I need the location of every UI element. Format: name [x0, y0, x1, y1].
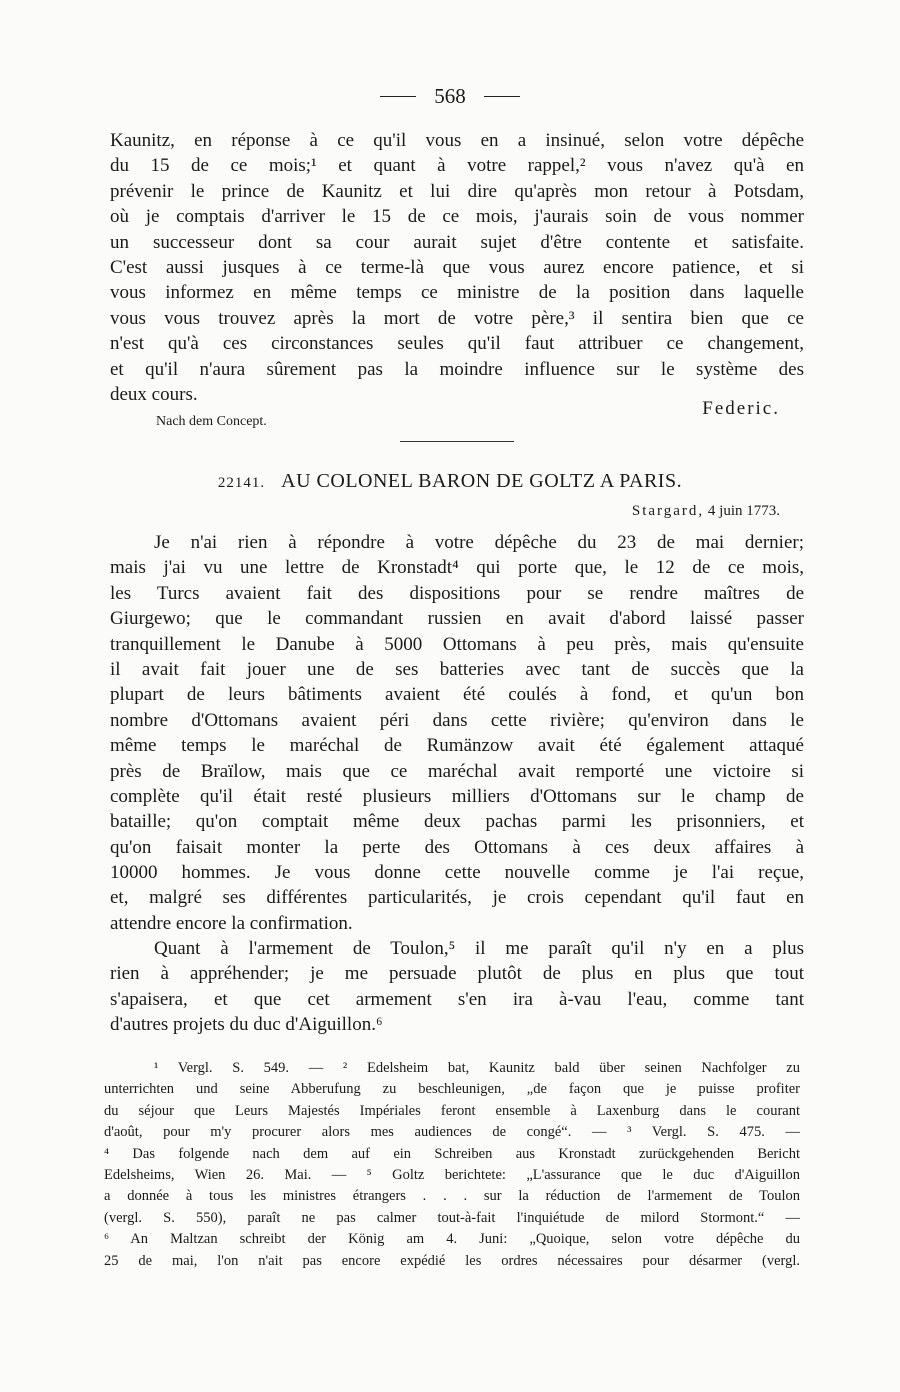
section-separator [400, 441, 514, 442]
letter-heading [0, 470, 900, 493]
text-line: rien à appréhender; je me persuade plutôt de plus en plus que tout [110, 963, 804, 985]
text-line: qu'on faisait monter la perte des Ottomans à ces deux affaires à [110, 836, 804, 858]
footnote-line: 25 de mai, l'on n'ait pas encore expédié les ordres nécessaires pour désarmer (vergl. [104, 1252, 800, 1269]
text-line: Giurgewo; que le commandant russien en avait d'abord laissé passer [110, 608, 804, 630]
text-line: nombre d'Ottomans avaient péri dans cette rivière; qu'environ dans le [110, 709, 804, 731]
text-line: s'apaisera, et que cet armement s'en ira à-vau l'eau, comme tant [110, 988, 804, 1010]
text-line: où je comptais d'arriver le 15 de ce mois, j'aurais soin de vous nommer [110, 206, 804, 228]
footnote-line: unterrichten und seine Abberufung zu beschleunigen, „de façon que je puisse profiter [104, 1081, 800, 1098]
continuation-text [110, 128, 804, 407]
text-line: Quant à l'armement de Toulon,⁵ il me paraît qu'il n'y en a plus [154, 938, 804, 959]
text-line: Je n'ai rien à répondre à votre dépêche du 23 de mai dernier; [154, 532, 804, 553]
text-line: prévenir le prince de Kaunitz et lui dire qu'après mon retour à Potsdam, [110, 180, 804, 202]
footnote-line: Edelsheims, Wien 26. Mai. — ⁵ Goltz berichtete: „L'assurance que le duc d'Aiguillon [104, 1166, 800, 1183]
footnote-line: du séjour que Leurs Majestés Impériales feront ensemble à Laxenburg dans le courant [104, 1102, 800, 1119]
dateline-place: Stargard, [631, 503, 705, 519]
footnote-line: ¹ Vergl. S. 549. — ² Edelsheim bat, Kaunitz bald über seinen Nachfolger zu [154, 1060, 800, 1076]
letter-number: 22141. [217, 475, 266, 491]
footnote-line: a donnée à tous les ministres étrangers . . . sur la réduction de l'armement de Toulon [104, 1188, 800, 1205]
signature: Federic. [702, 398, 780, 419]
text-line: vous informez en même temps ce ministre de la position dans laquelle [110, 282, 804, 304]
footnote-line: d'août, pour m'y procurer alors mes audiences de congé“. — ³ Vergl. S. 475. — [104, 1124, 800, 1141]
text-line: plupart de leurs bâtiments avaient été coulés à fond, et qu'un bon [110, 684, 804, 706]
text-line: vous vous trouvez après la mort de votre père,³ il sentira bien que ce [110, 307, 804, 329]
page-number: 568 [434, 84, 466, 108]
footnote-line: ⁶ An Maltzan schreibt der König am 4. Juni: „Quoique, selon votre dépêche du [104, 1231, 800, 1248]
dateline [632, 503, 780, 520]
source-note: Nach dem Concept. [156, 414, 267, 429]
text-line: 10000 hommes. Je vous donne cette nouvelle comme je l'ai reçue, [110, 862, 804, 884]
text-line: les Turcs avaient fait des dispositions pour se rendre maîtres de [110, 582, 804, 604]
text-line: même temps le maréchal de Rumänzow avait été également attaqué [110, 735, 804, 757]
header-dash-left [380, 96, 416, 97]
letter-title: AU COLONEL BARON DE GOLTZ A PARIS. [281, 470, 683, 492]
text-line: Kaunitz, en réponse à ce qu'il vous en a insinué, selon votre dépêche [110, 130, 804, 151]
text-line: près de Braïlow, mais que ce maréchal avait remporté une victoire si [110, 760, 804, 782]
text-line: tranquillement le Danube à 5000 Ottomans à peu près, mais qu'ensuite [110, 633, 804, 655]
text-line: mais j'ai vu une lettre de Kronstadt⁴ qui porte que, le 12 de ce mois, [110, 557, 804, 579]
text-line: et qu'il n'aura sûrement pas la moindre influence sur le système des [110, 358, 804, 380]
text-line: complète qu'il était resté plusieurs milliers d'Ottomans sur le champ de [110, 785, 804, 807]
text-line: deux cours. [110, 383, 198, 405]
text-line: n'est qu'à ces circonstances seules qu'il faut attribuer ce changement, [110, 333, 804, 355]
footnotes [104, 1058, 800, 1272]
footnote-line: ⁴ Das folgende nach dem auf ein Schreiben aus Kronstadt zurückgehenden Bericht [104, 1145, 800, 1162]
dateline-date: 4 juin 1773. [707, 503, 780, 519]
header-dash-right [484, 96, 520, 97]
letter-paragraph-2 [110, 936, 804, 1038]
text-line: attendre encore la confirmation. [110, 912, 353, 934]
page-header [0, 84, 900, 109]
text-line: il avait fait jouer une de ses batteries avec tant de succès que la [110, 658, 804, 680]
text-line: et, malgré ses différentes particularités, je crois cependant qu'il faut en [110, 887, 804, 909]
letter-paragraph-1 [110, 530, 804, 936]
text-line: un successeur dont sa cour aurait sujet d'être contente et satisfaite. [110, 231, 804, 253]
text-line: C'est aussi jusques à ce terme-là que vous aurez encore patience, et si [110, 256, 804, 278]
text-line: bataille; qu'on comptait même deux pachas parmi les prisonniers, et [110, 811, 804, 833]
footnote-line: (vergl. S. 550), paraît ne pas calmer tout-à-fait l'inquiétude de milord Stormont.“ — [104, 1209, 800, 1226]
text-line: du 15 de ce mois;¹ et quant à votre rappel,² vous n'avez qu'à en [110, 155, 804, 177]
text-line: d'autres projets du duc d'Aiguillon.⁶ [110, 1014, 383, 1036]
